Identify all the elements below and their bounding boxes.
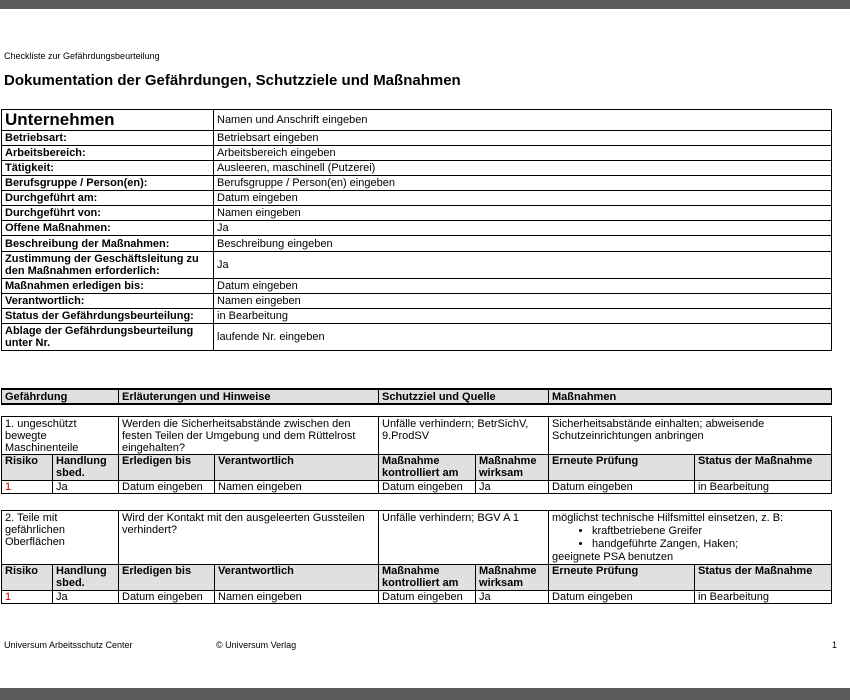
status-value[interactable]: in Bearbeitung	[695, 591, 832, 604]
footer-left: Universum Arbeitsschutz Center	[4, 640, 133, 650]
hazard-schutzziel: Unfälle verhindern; BetrSichV, 9.ProdSV	[379, 417, 549, 455]
info-value[interactable]: Datum eingeben	[214, 191, 832, 206]
sub-header-erledigen: Erledigen bis	[119, 565, 215, 591]
hazard-main-row	[2, 511, 832, 565]
kontrolliert-value[interactable]: Datum eingeben	[379, 481, 476, 494]
info-row	[2, 206, 832, 221]
info-value[interactable]: Ja	[214, 252, 832, 279]
viewer-top-bar	[0, 0, 850, 9]
info-row-unternehmen	[2, 110, 832, 131]
massnahmen-list-item: • handgeführte Zangen, Haken;	[592, 538, 828, 551]
hazard-gefaehrdung: 1. ungeschützt bewegte Maschinenteile	[2, 417, 119, 455]
risiko-value[interactable]: 1	[2, 591, 53, 604]
col-header-schutzziel: Schutzziel und Quelle	[379, 389, 549, 404]
sub-header-handlung: Handlung sbed.	[53, 565, 119, 591]
hazard-massnahmen	[549, 511, 832, 565]
info-row	[2, 176, 832, 191]
erledigen-value[interactable]: Datum eingeben	[119, 481, 215, 494]
sub-header-wirksam: Maßnahme wirksam	[476, 565, 549, 591]
col-header-gefaehrdung: Gefährdung	[2, 389, 119, 404]
info-row	[2, 161, 832, 176]
sub-header-status: Status der Maßnahme	[695, 455, 832, 481]
massnahmen-list	[552, 525, 828, 551]
info-label: Durchgeführt von:	[2, 206, 214, 221]
hazard-sub-header	[2, 565, 832, 591]
hazard-sub-header	[2, 455, 832, 481]
page-number: 1	[832, 640, 838, 650]
hazard-erlaeuterung: Werden die Sicherheitsabstände zwischen den festen Teilen der Umgebung und dem Rüttelrost eingehalten?	[119, 417, 379, 455]
sub-header-pruefung: Erneute Prüfung	[549, 455, 695, 481]
risiko-value[interactable]: 1	[2, 481, 53, 494]
col-header-massnahmen: Maßnahmen	[549, 389, 832, 404]
hazard-block-1	[1, 416, 832, 494]
info-row	[2, 252, 832, 279]
footer-center: © Universum Verlag	[216, 640, 297, 650]
info-value[interactable]: Betriebsart eingeben	[214, 131, 832, 146]
status-value[interactable]: in Bearbeitung	[695, 481, 832, 494]
hazard-block-2	[1, 510, 832, 604]
hazard-column-header	[1, 388, 832, 405]
massnahmen-outro: geeignete PSA benutzen	[552, 551, 674, 563]
info-label: Status der Gefährdungsbeurteilung:	[2, 309, 214, 324]
document-title: Dokumentation der Gefährdungen, Schutzziele und Maßnahmen	[4, 72, 461, 89]
info-row	[2, 324, 832, 351]
info-label: Tätigkeit:	[2, 161, 214, 176]
sub-header-risiko: Risiko	[2, 455, 53, 481]
sub-header-kontrolliert: Maßnahme kontrolliert am	[379, 455, 476, 481]
hazard-gefaehrdung: 2. Teile mit gefährlichen Oberflächen	[2, 511, 119, 565]
hazard-erlaeuterung: Wird der Kontakt mit den ausgeleerten Gussteilen verhindert?	[119, 511, 379, 565]
info-label: Beschreibung der Maßnahmen:	[2, 236, 214, 252]
pruefung-value[interactable]: Datum eingeben	[549, 481, 695, 494]
sub-header-wirksam: Maßnahme wirksam	[476, 455, 549, 481]
info-label: Maßnahmen erledigen bis:	[2, 279, 214, 294]
info-label: Durchgeführt am:	[2, 191, 214, 206]
handlung-value[interactable]: Ja	[53, 481, 119, 494]
verantwortlich-value[interactable]: Namen eingeben	[215, 591, 379, 604]
sub-header-verantwortlich: Verantwortlich	[215, 565, 379, 591]
document-subtitle: Checkliste zur Gefährdungsbeurteilung	[4, 51, 160, 61]
verantwortlich-value[interactable]: Namen eingeben	[215, 481, 379, 494]
info-row	[2, 221, 832, 236]
viewer-bottom-bar	[0, 688, 850, 700]
hazard-main-row	[2, 417, 832, 455]
info-row	[2, 294, 832, 309]
info-label: Zustimmung der Geschäftsleitung zu den Maßnahmen erforderlich:	[2, 252, 214, 279]
sub-header-pruefung: Erneute Prüfung	[549, 565, 695, 591]
erledigen-value[interactable]: Datum eingeben	[119, 591, 215, 604]
sub-header-verantwortlich: Verantwortlich	[215, 455, 379, 481]
info-row	[2, 279, 832, 294]
info-value[interactable]: Namen eingeben	[214, 294, 832, 309]
info-label: Berufsgruppe / Person(en):	[2, 176, 214, 191]
info-row	[2, 309, 832, 324]
sub-header-handlung: Handlung sbed.	[53, 455, 119, 481]
info-label: Arbeitsbereich:	[2, 146, 214, 161]
wirksam-value[interactable]: Ja	[476, 481, 549, 494]
info-value-unternehmen[interactable]: Namen und Anschrift eingeben	[214, 110, 832, 131]
company-info-table	[1, 109, 832, 351]
info-value[interactable]: Datum eingeben	[214, 279, 832, 294]
hazard-value-row	[2, 481, 832, 494]
kontrolliert-value[interactable]: Datum eingeben	[379, 591, 476, 604]
col-header-erlaeuterungen: Erläuterungen und Hinweise	[119, 389, 379, 404]
info-value[interactable]: Ausleeren, maschinell (Putzerei)	[214, 161, 832, 176]
sub-header-risiko: Risiko	[2, 565, 53, 591]
info-value[interactable]: Berufsgruppe / Person(en) eingeben	[214, 176, 832, 191]
info-value[interactable]: in Bearbeitung	[214, 309, 832, 324]
pruefung-value[interactable]: Datum eingeben	[549, 591, 695, 604]
info-label: Ablage der Gefährdungsbeurteilung unter Nr.	[2, 324, 214, 351]
info-row	[2, 191, 832, 206]
info-row	[2, 146, 832, 161]
info-value[interactable]: Beschreibung eingeben	[214, 236, 832, 252]
info-label: Betriebsart:	[2, 131, 214, 146]
info-label-unternehmen: Unternehmen	[2, 110, 214, 131]
hazard-massnahmen: Sicherheitsabstände einhalten; abweisende Schutzeinrichtungen anbringen	[549, 417, 832, 455]
massnahmen-list-item: • kraftbetriebene Greifer	[592, 525, 828, 538]
sub-header-status: Status der Maßnahme	[695, 565, 832, 591]
document-page	[0, 9, 850, 688]
info-value[interactable]: Ja	[214, 221, 832, 236]
sub-header-kontrolliert: Maßnahme kontrolliert am	[379, 565, 476, 591]
info-label: Verantwortlich:	[2, 294, 214, 309]
info-label: Offene Maßnahmen:	[2, 221, 214, 236]
hazard-value-row	[2, 591, 832, 604]
info-value[interactable]: laufende Nr. eingeben	[214, 324, 832, 351]
info-row	[2, 131, 832, 146]
info-value[interactable]: Namen eingeben	[214, 206, 832, 221]
info-row	[2, 236, 832, 252]
sub-header-erledigen: Erledigen bis	[119, 455, 215, 481]
wirksam-value[interactable]: Ja	[476, 591, 549, 604]
massnahmen-intro: möglichst technische Hilfsmittel einsetzen, z. B:	[552, 512, 784, 524]
handlung-value[interactable]: Ja	[53, 591, 119, 604]
info-value[interactable]: Arbeitsbereich eingeben	[214, 146, 832, 161]
hazard-schutzziel: Unfälle verhindern; BGV A 1	[379, 511, 549, 565]
